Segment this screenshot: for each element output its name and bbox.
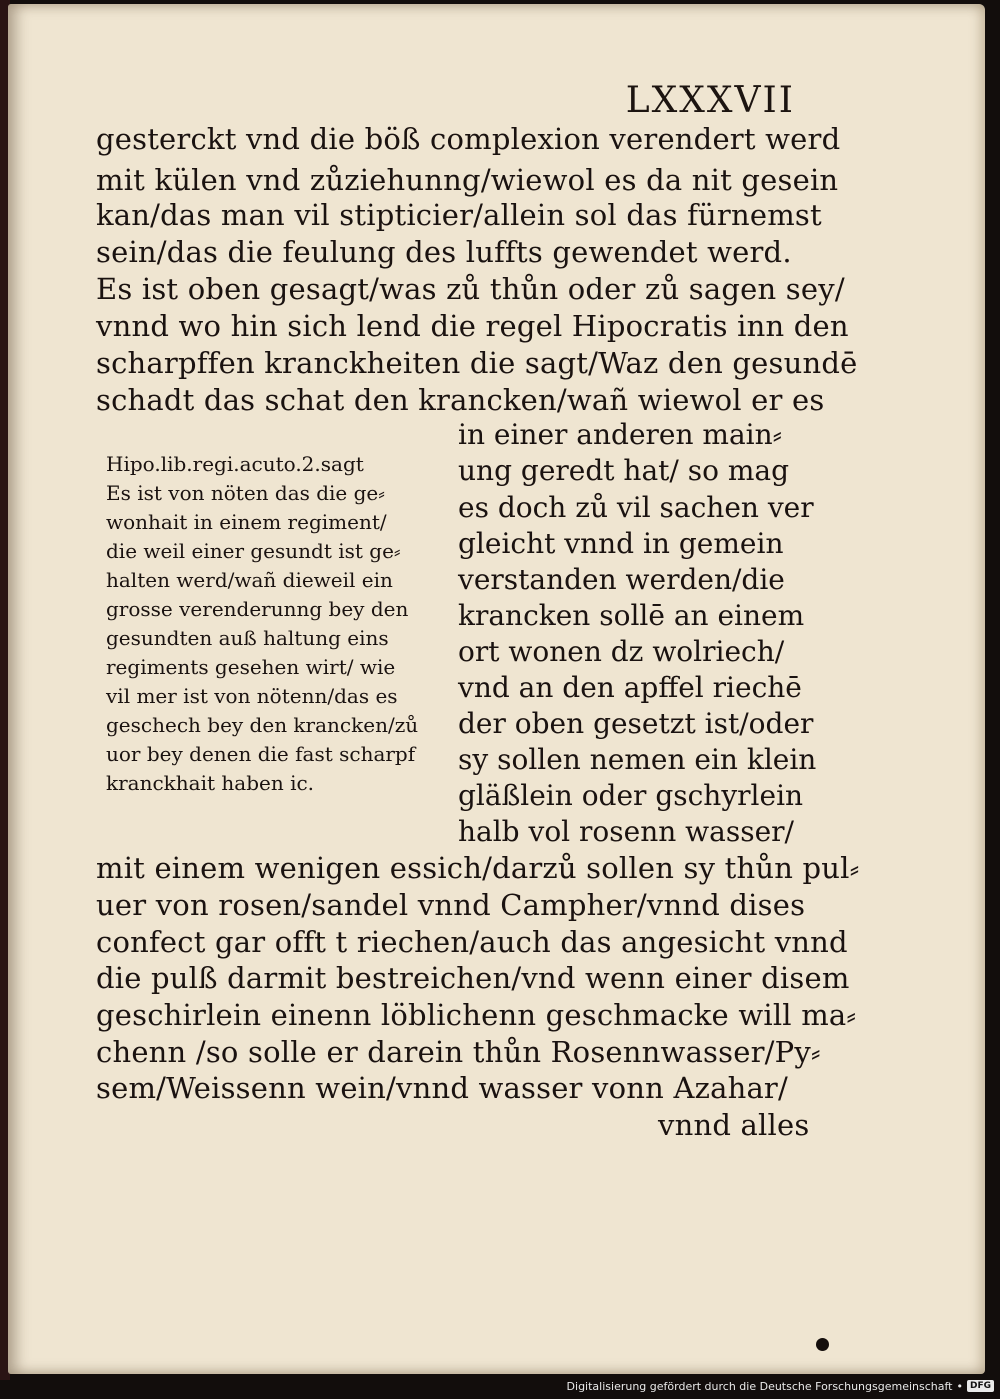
note-line: Es ist von nöten das die ge⸗ bbox=[106, 481, 385, 505]
text-line: schadt das schat den krancken/wañ wiewol er es bbox=[96, 383, 825, 417]
text-line: uer von rosen/sandel vnnd Campher/vnnd dises bbox=[96, 888, 806, 922]
note-line: uor bey denen die fast scharpf bbox=[106, 742, 416, 766]
note-line: Hipo.lib.regi.acuto.2.sagt bbox=[106, 452, 364, 476]
text-line: der oben gesetzt ist/oder bbox=[458, 707, 814, 740]
text-line: ort wonen dz wolriech/ bbox=[458, 635, 785, 668]
text-line: mit einem wenigen essich/darzů sollen sy thůn pul⸗ bbox=[96, 851, 860, 885]
text-line: gesterckt vnd die böß complexion verendert werd bbox=[96, 122, 841, 156]
text-line: halb vol rosenn wasser/ bbox=[458, 815, 794, 848]
text-line: vnd an den apffel riechē bbox=[458, 671, 802, 704]
text-line: krancken sollē an einem bbox=[458, 599, 805, 632]
note-line: grosse verenderunng bey den bbox=[106, 597, 409, 621]
text-line: gläßlein oder gschyrlein bbox=[458, 779, 804, 812]
footer-text: Digitalisierung gefördert durch die Deutsche Forschungsgemeinschaft bbox=[566, 1379, 953, 1393]
text-line: sein/das die feulung des luffts gewendet werd. bbox=[96, 235, 792, 269]
text-line: es doch zů vil sachen ver bbox=[458, 491, 814, 524]
text-line: verstanden werden/die bbox=[458, 563, 785, 596]
text-line: kan/das man vil stipticier/allein sol das fürnemst bbox=[96, 198, 822, 232]
text-line: ung geredt hat/ so mag bbox=[458, 454, 790, 487]
catchword: vnnd alles bbox=[658, 1108, 810, 1142]
note-line: vil mer ist von nötenn/das es bbox=[106, 684, 398, 708]
ink-dot bbox=[816, 1338, 829, 1351]
text-line: geschirlein einenn löblichenn geschmacke will ma⸗ bbox=[96, 998, 857, 1032]
text-line: vnnd wo hin sich lend die regel Hipocratis inn den bbox=[96, 309, 849, 343]
text-line: chenn /so solle er darein thůn Rosennwasser/Py⸗ bbox=[96, 1035, 821, 1069]
text-line: mit külen vnd zůziehunng/wiewol es da nit gesein bbox=[96, 163, 839, 197]
note-line: wonhait in einem regiment/ bbox=[106, 510, 387, 534]
dfg-logo-badge: DFG bbox=[967, 1380, 994, 1392]
note-line: die weil einer gesundt ist ge⸗ bbox=[106, 539, 401, 563]
text-line: die pulß darmit bestreichen/vnd wenn einer disem bbox=[96, 961, 850, 995]
footer-separator: • bbox=[956, 1379, 963, 1393]
text-line: confect gar offt t riechen/auch das angesicht vnnd bbox=[96, 925, 848, 959]
digitization-footer bbox=[567, 1375, 994, 1397]
note-line: kranckhait haben ic. bbox=[106, 771, 315, 795]
text-line: sy sollen nemen ein klein bbox=[458, 743, 817, 776]
note-line: geschech bey den krancken/zů bbox=[106, 713, 419, 737]
text-line: sem/Weissenn wein/vnnd wasser vonn Azahar/ bbox=[96, 1071, 788, 1105]
text-line: gleicht vnnd in gemein bbox=[458, 527, 784, 560]
text-line: in einer anderen main⸗ bbox=[458, 418, 782, 451]
note-line: gesundten auß haltung eins bbox=[106, 626, 389, 650]
folio-number: LXXXVII bbox=[625, 80, 795, 121]
book-page bbox=[8, 4, 985, 1374]
note-line: regiments gesehen wirt/ wie bbox=[106, 655, 396, 679]
text-line: scharpffen kranckheiten die sagt/Waz den gesundē bbox=[96, 346, 858, 380]
note-line: halten werd/wañ dieweil ein bbox=[106, 568, 393, 592]
text-line: Es ist oben gesagt/was zů thůn oder zů sagen sey/ bbox=[96, 272, 845, 306]
